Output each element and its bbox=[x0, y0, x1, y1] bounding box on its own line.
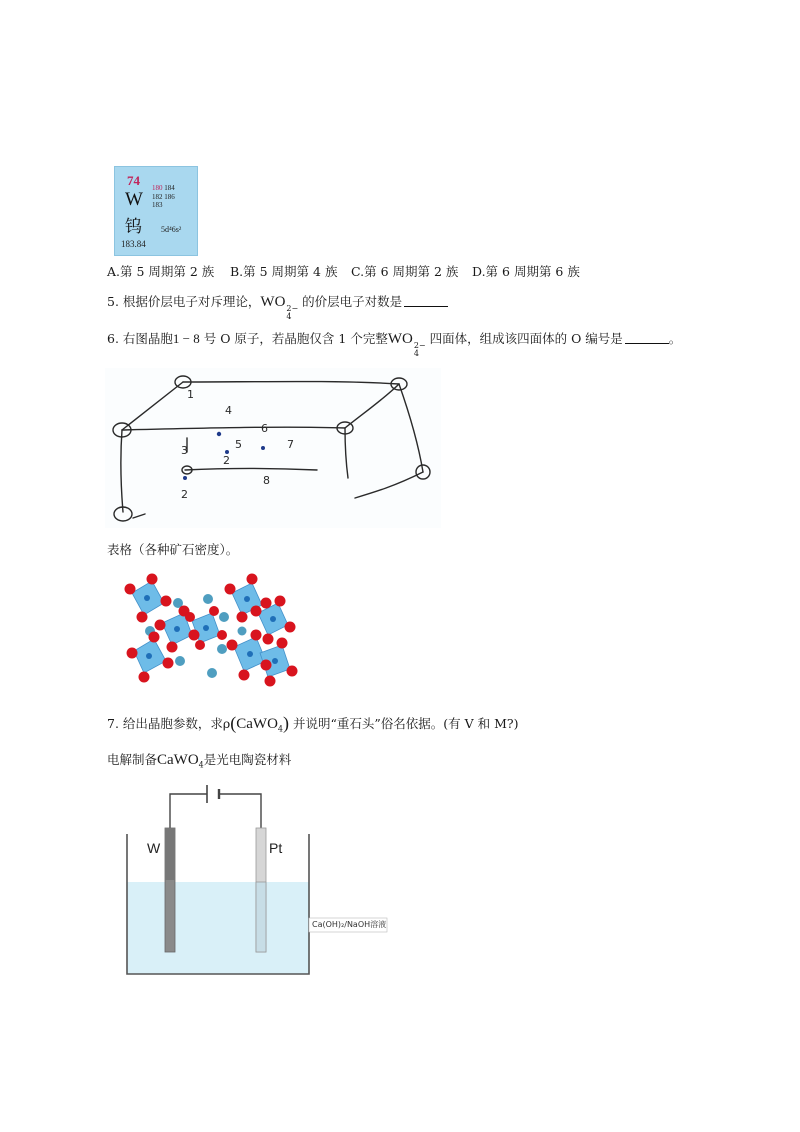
question-7: 7. 给出晶胞参数，求ρ(CaWO$_4$) 并说明“重石头”俗名依据。(有 V 和 M?) bbox=[107, 713, 519, 734]
atomic-number: 74 bbox=[127, 173, 140, 188]
formula-charge: 2− bbox=[413, 341, 426, 350]
isotope: 186 bbox=[164, 192, 175, 201]
option-b: B.第 5 周期第 4 族 bbox=[230, 264, 338, 279]
electrode-label-pt: Pt bbox=[269, 840, 283, 856]
atomic-mass: 183.84 bbox=[121, 239, 146, 249]
table-caption: 表格（各种矿石密度）。 bbox=[107, 542, 239, 557]
option-c: C.第 6 周期第 2 族 bbox=[351, 264, 459, 279]
formula-subscript: 4 bbox=[277, 724, 283, 734]
electrode-label-w: W bbox=[147, 840, 161, 856]
unit-cell-sketch bbox=[105, 368, 441, 528]
isotope: 180 bbox=[152, 184, 163, 192]
formula-subscript: 4 bbox=[413, 349, 419, 358]
solution-label: Ca(OH)₂/NaOH溶液 bbox=[312, 920, 387, 929]
formula-cawo4: CaWO bbox=[236, 716, 278, 732]
electrolysis-diagram bbox=[115, 782, 395, 982]
sketch-label: 1 bbox=[187, 388, 194, 401]
q6-end: 。 bbox=[668, 331, 682, 346]
formula-subscript: 4 bbox=[198, 760, 204, 770]
crystal-structure-model bbox=[122, 573, 302, 693]
q6-mid: 号 O 原子，若晶胞仅含 1 个完整 bbox=[199, 331, 388, 346]
sketch-label: 7 bbox=[287, 438, 294, 451]
electrolysis-tail: 是光电陶瓷材料 bbox=[203, 752, 292, 767]
sketch-label: 4 bbox=[225, 404, 232, 417]
element-name: 钨 bbox=[125, 217, 142, 236]
answer-blank[interactable] bbox=[404, 296, 448, 307]
sketch-label: 2 bbox=[223, 454, 230, 467]
isotope: 183 bbox=[152, 201, 163, 209]
formula-wo4: WO bbox=[260, 294, 286, 310]
formula-charge: 2− bbox=[286, 304, 299, 313]
sketch-label: 3 bbox=[181, 444, 188, 457]
q6-range: 1 − 8 bbox=[172, 331, 200, 346]
q6-tail: 四面体，组成该四面体的 O 编号是 bbox=[425, 331, 623, 346]
isotope: 184 bbox=[164, 184, 175, 192]
q7-tail: 并说明“重石头”俗名依据。(有 V 和 M?) bbox=[289, 716, 519, 731]
electrolysis-text: 电解制备 bbox=[107, 752, 158, 767]
q7-text: 7. 给出晶胞参数，求ρ bbox=[107, 716, 231, 731]
q5-tail: 的价层电子对数是 bbox=[298, 294, 403, 309]
q5-text: 5. 根据价层电子对斥理论， bbox=[107, 294, 261, 309]
electron-config: 5d⁴6s² bbox=[161, 225, 182, 234]
isotope-list bbox=[152, 184, 175, 210]
electrolysis-statement bbox=[107, 752, 291, 774]
option-a: A.第 5 周期第 2 族 bbox=[107, 264, 215, 279]
isotope: 182 bbox=[152, 192, 163, 201]
sketch-label: 6 bbox=[261, 422, 268, 435]
question-6 bbox=[107, 331, 681, 358]
formula-wo4: WO bbox=[387, 331, 413, 347]
element-symbol: W bbox=[125, 189, 143, 210]
sketch-label: 5 bbox=[235, 438, 242, 451]
formula-cawo4: CaWO bbox=[157, 752, 199, 768]
element-card bbox=[114, 166, 198, 256]
formula-subscript: 4 bbox=[286, 312, 292, 321]
sketch-label: 2 bbox=[181, 488, 188, 501]
sketch-label: 8 bbox=[263, 474, 270, 487]
question-5 bbox=[107, 294, 448, 321]
q6-text: 6. 右图晶胞 bbox=[107, 331, 173, 346]
option-d: D.第 6 周期第 6 族 bbox=[472, 264, 580, 279]
answer-blank[interactable] bbox=[625, 333, 669, 344]
